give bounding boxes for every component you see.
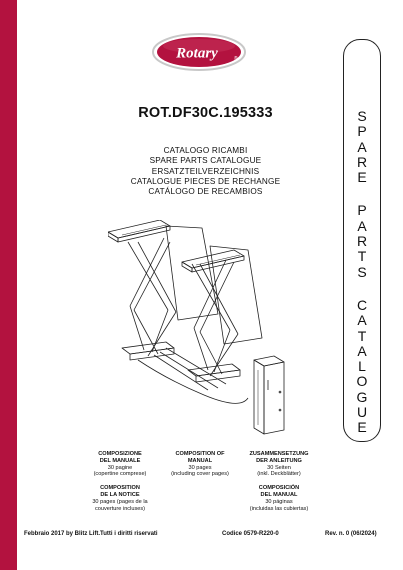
composition-es-line1: 30 páginas [265, 498, 293, 505]
spine-letter: L [358, 358, 366, 375]
spine-letter: P [357, 123, 367, 140]
composition-it-head2: DEL MANUALE [99, 457, 141, 464]
composition-en-head1: COMPOSITION OF [175, 451, 225, 457]
spine-word [343, 298, 381, 436]
composition-en [163, 451, 237, 478]
rotary-logo [151, 32, 247, 72]
spine-letter: C [356, 296, 368, 313]
composition-de-line2: (inkl. Deckblätter) [257, 471, 301, 478]
spine-letter: A [357, 217, 367, 234]
composition-de-line1: 30 Seiten [267, 464, 291, 471]
spine-letter: S [357, 108, 367, 124]
document-code: ROT.DF30C.195333 [138, 105, 273, 121]
spine-word [343, 203, 381, 279]
spine-letter: P [357, 202, 367, 219]
catalogue-title-fr: CATALOGUE PIECES DE RECHANGE [130, 176, 281, 186]
spine-letter: R [356, 233, 368, 250]
footer-revision: Rev. n. 0 (06/2024) [325, 531, 377, 537]
logo-text: Rotary [176, 45, 218, 62]
composition-en-head2: MANUAL [187, 457, 213, 464]
brand-sidebar-stripe [0, 0, 17, 570]
catalogue-title-de: ERSATZTEILVERZEICHNIS [151, 166, 260, 176]
composition-fr-head1: COMPOSITION [100, 485, 140, 492]
composition-de [243, 451, 315, 512]
composition-es-head1: COMPOSICIÓN [258, 485, 300, 492]
spine-letter: A [357, 312, 367, 329]
composition-en-line1: 30 pages [188, 464, 212, 471]
spine-letter: E [357, 419, 367, 436]
spine-letter: E [357, 169, 367, 186]
composition-fr-head2: DE LA NOTICE [100, 491, 140, 498]
composition-de-head1: ZUSAMMENSETZUNG [249, 451, 309, 457]
spine-word [343, 109, 381, 185]
composition-de-head2: DER ANLEITUNG [256, 457, 302, 464]
registered-mark: ® [234, 56, 238, 62]
spine-letter: S [357, 263, 367, 280]
catalogue-title-en: SPARE PARTS CATALOGUE [149, 156, 262, 166]
footer-code: Codice 0579-R220-0 [222, 531, 279, 537]
footer-date-rights: Febbraio 2017 by Blitz Lift.Tutti i diritti riservati [24, 531, 158, 537]
spine-letter: U [356, 404, 368, 421]
spine-letter: A [357, 138, 367, 155]
catalogue-title-it: CATALOGO RICAMBI [163, 146, 248, 155]
spine-letter: T [357, 248, 367, 265]
spine-letter: R [356, 153, 368, 170]
composition-en-line2: (including cover pages) [171, 471, 229, 478]
spine-letter: G [356, 388, 368, 405]
composition-es-line2: (incluidas las cubiertas) [249, 505, 309, 512]
scissor-lift-illustration [108, 220, 292, 440]
composition-fr-line2: couverture incluses) [94, 505, 146, 512]
spine-letter: A [357, 342, 367, 359]
composition-it-line1: 30 pagine [107, 464, 133, 471]
spine-letter: T [357, 327, 367, 344]
catalogue-title-es: CATÁLOGO DE RECAMBIOS [148, 187, 263, 197]
spine-text [343, 109, 381, 436]
spine-letter: O [356, 373, 368, 390]
composition-fr-line1: 30 pages (pages de la [92, 498, 148, 505]
composition-es-head2: DEL MANUAL [260, 491, 298, 498]
composition-it-line2: (copertine comprese) [93, 471, 147, 478]
composition-it-head1: COMPOSIZIONE [98, 451, 142, 457]
composition-it [88, 451, 152, 512]
